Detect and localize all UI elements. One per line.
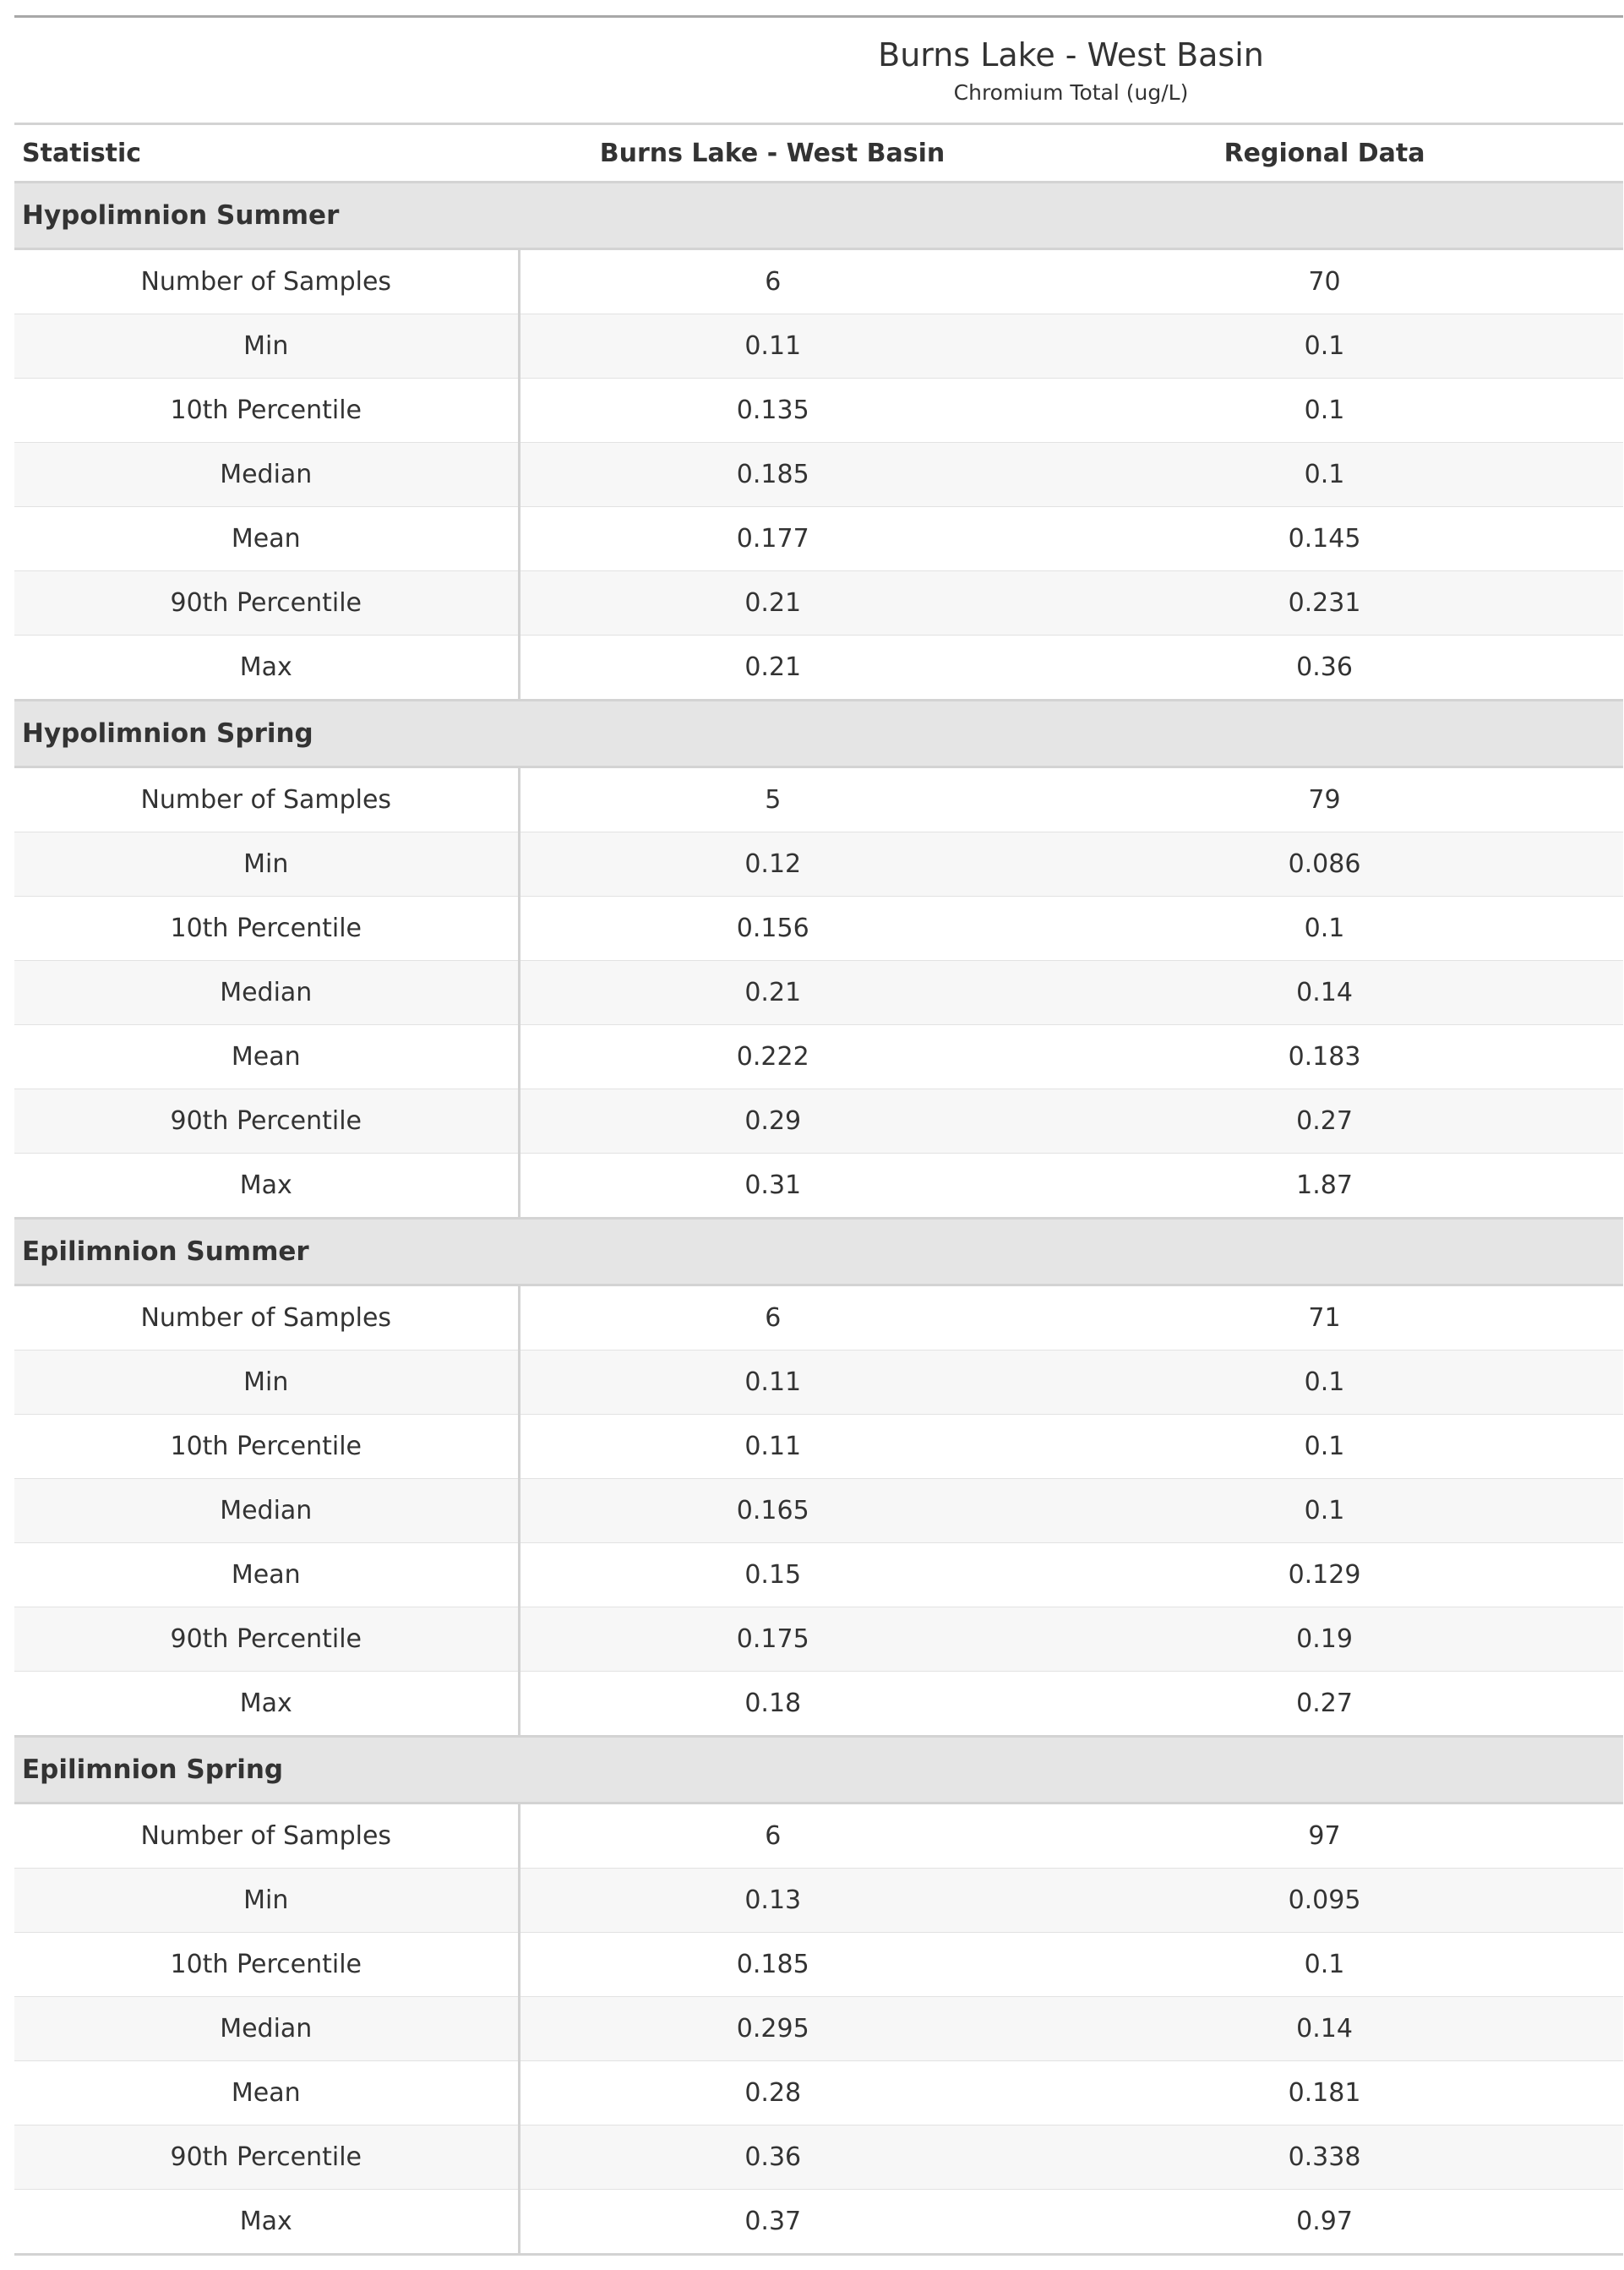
statistic-cell: Max [14,636,519,701]
statistic-cell: 90th Percentile [14,2125,519,2190]
table-row [14,1997,1623,2061]
site-value-cell: 0.165 [519,1479,1026,1543]
site-value-cell: 6 [519,1803,1026,1869]
regional-value-cell: 70 [1026,249,1623,314]
site-value-cell: 0.29 [519,1089,1026,1154]
site-value-cell: 0.13 [519,1869,1026,1933]
table-row [14,2125,1623,2190]
site-value-cell: 0.185 [519,1933,1026,1997]
statistic-cell: 90th Percentile [14,1607,519,1672]
table-row [14,1089,1623,1154]
statistic-cell: Number of Samples [14,249,519,314]
regional-value-cell: 0.231 [1026,571,1623,636]
table-row [14,1803,1623,1869]
regional-value-cell: 0.27 [1026,1672,1623,1737]
site-value-cell: 0.175 [519,1607,1026,1672]
table-row [14,1154,1623,1219]
group-label: Hypolimnion Spring [14,701,1623,767]
regional-value-cell: 0.1 [1026,1415,1623,1479]
regional-value-cell: 0.14 [1026,961,1623,1025]
statistic-cell: Min [14,1351,519,1415]
regional-value-cell: 0.183 [1026,1025,1623,1089]
site-value-cell: 0.185 [519,443,1026,507]
group-header-row [14,183,1623,249]
regional-value-cell: 0.1 [1026,379,1623,443]
site-value-cell: 0.37 [519,2190,1026,2255]
table-row [14,1415,1623,1479]
regional-value-cell: 97 [1026,1803,1623,1869]
column-header-site: Burns Lake - West Basin [519,124,1026,183]
site-value-cell: 6 [519,249,1026,314]
table-row [14,832,1623,897]
table-row [14,379,1623,443]
site-value-cell: 0.295 [519,1997,1026,2061]
regional-value-cell: 0.1 [1026,897,1623,961]
statistic-cell: Min [14,314,519,379]
site-value-cell: 0.28 [519,2061,1026,2125]
table-row [14,2061,1623,2125]
table-row [14,1869,1623,1933]
group-label: Hypolimnion Summer [14,183,1623,249]
table-row [14,249,1623,314]
statistic-cell: Max [14,1154,519,1219]
statistic-cell: Number of Samples [14,767,519,832]
site-value-cell: 6 [519,1285,1026,1351]
regional-value-cell: 0.1 [1026,1933,1623,1997]
group-header-row [14,701,1623,767]
site-value-cell: 0.31 [519,1154,1026,1219]
site-value-cell: 0.12 [519,832,1026,897]
column-header-statistic: Statistic [14,124,519,183]
table-row [14,1285,1623,1351]
group-header-row [14,1737,1623,1803]
regional-value-cell: 1.87 [1026,1154,1623,1219]
site-value-cell: 0.222 [519,1025,1026,1089]
site-value-cell: 0.15 [519,1543,1026,1607]
statistic-cell: Median [14,961,519,1025]
regional-value-cell: 0.145 [1026,507,1623,571]
table-row [14,1025,1623,1089]
table-row [14,767,1623,832]
regional-value-cell: 79 [1026,767,1623,832]
table-title: Burns Lake - West Basin [878,36,1264,74]
statistic-cell: Median [14,1479,519,1543]
table-row [14,1543,1623,1607]
site-value-cell: 0.135 [519,379,1026,443]
site-value-cell: 0.21 [519,571,1026,636]
site-value-cell: 0.156 [519,897,1026,961]
site-value-cell: 0.177 [519,507,1026,571]
table-row [14,1672,1623,1737]
statistic-cell: 10th Percentile [14,1933,519,1997]
group-header-row [14,1219,1623,1285]
table-row [14,314,1623,379]
table-row [14,1607,1623,1672]
group-label: Epilimnion Spring [14,1737,1623,1803]
table-row [14,1933,1623,1997]
site-value-cell: 0.36 [519,2125,1026,2190]
table-row [14,961,1623,1025]
regional-value-cell: 0.1 [1026,443,1623,507]
table-row [14,636,1623,701]
table-body [14,183,1623,2255]
regional-value-cell: 0.36 [1026,636,1623,701]
statistic-cell: 10th Percentile [14,1415,519,1479]
statistic-cell: Median [14,1997,519,2061]
regional-value-cell: 0.181 [1026,2061,1623,2125]
statistic-cell: Max [14,1672,519,1737]
statistic-cell: Max [14,2190,519,2255]
table-row [14,443,1623,507]
group-label: Epilimnion Summer [14,1219,1623,1285]
regional-value-cell: 0.1 [1026,314,1623,379]
statistic-cell: Min [14,1869,519,1933]
regional-value-cell: 0.1 [1026,1351,1623,1415]
regional-value-cell: 0.086 [1026,832,1623,897]
site-value-cell: 5 [519,767,1026,832]
statistic-cell: Mean [14,1543,519,1607]
site-value-cell: 0.11 [519,1415,1026,1479]
site-value-cell: 0.21 [519,636,1026,701]
regional-value-cell: 0.97 [1026,2190,1623,2255]
statistic-cell: Mean [14,507,519,571]
statistic-cell: Number of Samples [14,1803,519,1869]
stats-table-container [14,15,1623,2256]
statistic-cell: 10th Percentile [14,379,519,443]
site-value-cell: 0.11 [519,314,1026,379]
table-row [14,507,1623,571]
table-row [14,571,1623,636]
statistic-cell: 90th Percentile [14,1089,519,1154]
regional-value-cell: 0.129 [1026,1543,1623,1607]
table-row [14,1351,1623,1415]
statistic-cell: Mean [14,1025,519,1089]
statistic-cell: Median [14,443,519,507]
regional-value-cell: 0.338 [1026,2125,1623,2190]
regional-value-cell: 71 [1026,1285,1623,1351]
statistic-cell: Min [14,832,519,897]
regional-value-cell: 0.1 [1026,1479,1623,1543]
statistic-cell: Number of Samples [14,1285,519,1351]
regional-value-cell: 0.27 [1026,1089,1623,1154]
site-value-cell: 0.11 [519,1351,1026,1415]
site-value-cell: 0.18 [519,1672,1026,1737]
statistic-cell: Mean [14,2061,519,2125]
table-subtitle: Chromium Total (ug/L) [519,77,1623,124]
regional-value-cell: 0.095 [1026,1869,1623,1933]
statistic-cell: 10th Percentile [14,897,519,961]
table-row [14,2190,1623,2255]
column-header-regional: Regional Data [1026,124,1623,183]
site-value-cell: 0.21 [519,961,1026,1025]
regional-value-cell: 0.19 [1026,1607,1623,1672]
regional-value-cell: 0.14 [1026,1997,1623,2061]
stats-table [14,15,1623,2256]
table-row [14,897,1623,961]
statistic-cell: 90th Percentile [14,571,519,636]
table-row [14,1479,1623,1543]
